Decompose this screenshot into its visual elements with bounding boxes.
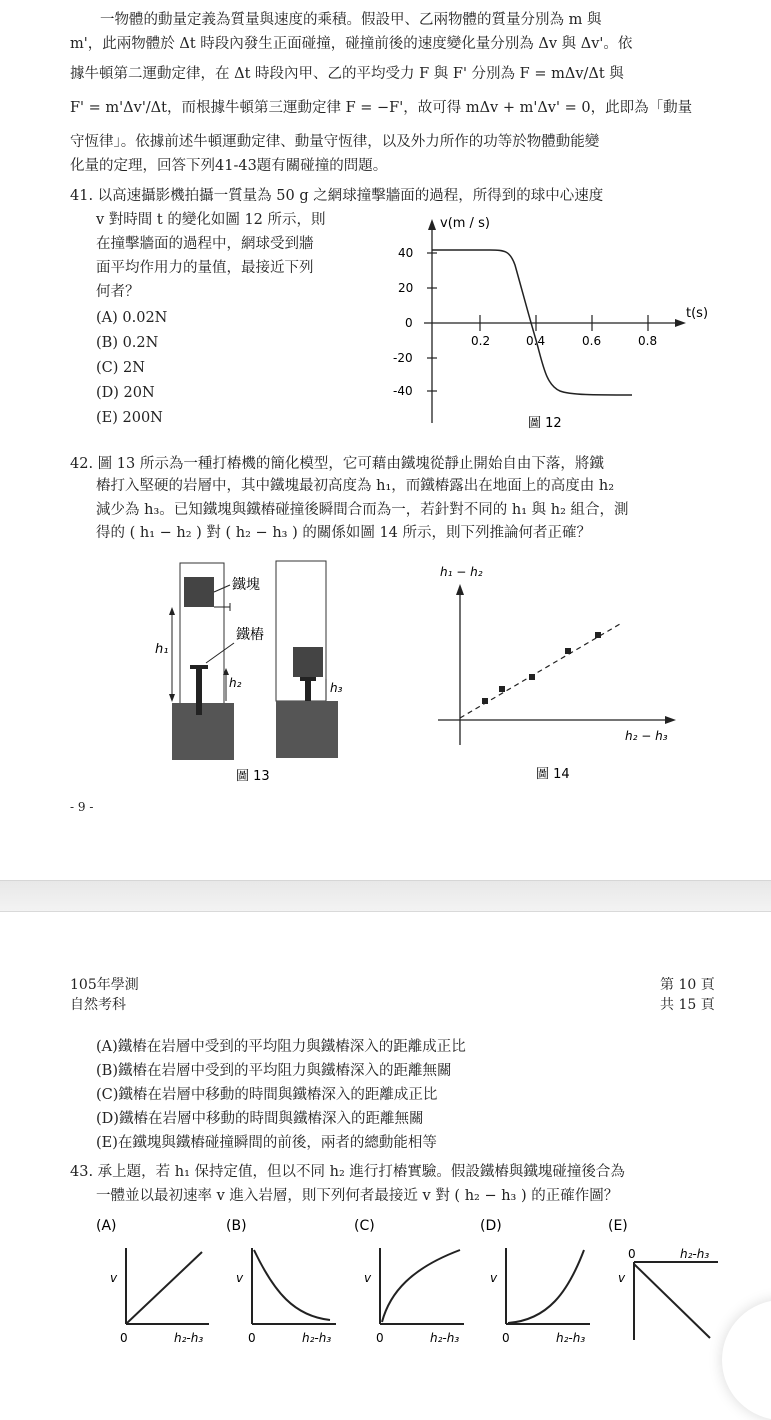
fig13-h2-label: h₂ (229, 676, 242, 690)
fig12-y-arrow (428, 219, 436, 230)
fig13-h1-label: h₁ (155, 642, 169, 657)
fig13-iron-block (184, 577, 214, 607)
page-indicator: 第 10 頁 (660, 977, 715, 993)
fig13-block-pointer (214, 585, 230, 592)
exam-subject: 自然考科 (70, 997, 126, 1013)
q42-option-c[interactable]: (C)鐵樁在岩層中移動的時間與鐵樁深入的距離成正比 (96, 1087, 438, 1103)
svg-text:v: v (618, 1271, 626, 1285)
svg-text:h₂-h₃: h₂-h₃ (556, 1331, 586, 1345)
svg-text:v: v (490, 1271, 498, 1285)
graph-option-label: (A) (96, 1218, 117, 1234)
fig14-data-point (595, 632, 601, 638)
intro-line-5: 守恆律」。依據前述牛頓運動定律、動量守恆律，以及外力所作的功等於物體動能變 (70, 134, 600, 150)
q41-option-a[interactable]: (A) 0.02N (96, 310, 168, 326)
graph-c-curve (382, 1250, 460, 1322)
header-left (70, 975, 139, 1015)
q41-stem-line: v 對時間 t 的變化如圖 12 所示，則 (96, 212, 326, 228)
intro-line-1: 一物體的動量定義為質量與速度的乘積。假設甲、乙兩物體的質量分別為 m 與 (100, 12, 602, 28)
q41-option-d[interactable]: (D) 20N (96, 385, 155, 401)
graph-e-curve (634, 1264, 710, 1338)
page-divider (0, 880, 771, 912)
fig12-ytick: -40 (393, 384, 413, 398)
svg-text:h₂-h₃: h₂-h₃ (680, 1247, 710, 1261)
q42-option-d[interactable]: (D)鐵樁在岩層中移動的時間與鐵樁深入的距離無關 (96, 1111, 424, 1127)
fig12-xlabel: t(s) (686, 306, 709, 321)
fig14-xlabel: h₂ − h₃ (625, 729, 668, 743)
figure-12 (380, 205, 730, 435)
svg-text:0: 0 (628, 1247, 636, 1261)
svg-text:h₂-h₃: h₂-h₃ (302, 1331, 332, 1345)
fig12-ytick: 0 (405, 316, 413, 330)
q43-graph-options (94, 1212, 754, 1362)
svg-text:(B): (B) (226, 1218, 247, 1234)
figure-13 (150, 555, 350, 785)
fig12-xtick: 0.2 (471, 334, 491, 348)
q42-option-e[interactable]: (E)在鐵塊與鐵樁碰撞瞬間的前後，兩者的總動能相等 (96, 1135, 437, 1151)
graph-option-b[interactable] (224, 1212, 349, 1352)
q42-option-b[interactable]: (B)鐵樁在岩層中受到的平均阻力與鐵樁深入的距離無關 (96, 1063, 452, 1079)
figure-14 (420, 560, 680, 785)
fig14-caption: 圖 14 (536, 767, 570, 782)
graph-d-curve (508, 1250, 584, 1323)
q41-stem-line: 面平均作用力的量值，最接近下列 (96, 260, 314, 276)
svg-text:0: 0 (502, 1331, 510, 1345)
page-number: - 9 - (70, 800, 94, 814)
svg-text:v: v (236, 1271, 244, 1285)
fig13-rock-right (276, 701, 338, 758)
svg-text:0: 0 (120, 1331, 128, 1345)
fig12-caption: 圖 12 (528, 416, 562, 431)
q42-option-a[interactable]: (A)鐵樁在岩層中受到的平均阻力與鐵樁深入的距離成正比 (96, 1039, 466, 1055)
fig12-ytick: 20 (398, 281, 414, 295)
graph-option-a[interactable] (94, 1212, 219, 1352)
graph-b-curve (254, 1250, 330, 1320)
fig13-rock-left (172, 703, 234, 760)
svg-text:h₂-h₃: h₂-h₃ (430, 1331, 460, 1345)
graph-option-c[interactable] (352, 1212, 477, 1352)
fig14-data-point (499, 686, 505, 692)
fig13-iron-block-landed (293, 647, 323, 677)
q42-line-2: 樁打入堅硬的岩層中，其中鐵塊最初高度為 h₁，而鐵樁露出在地面上的高度由 h₂ (96, 478, 615, 494)
fig13-pile-label: 鐵樁 (236, 627, 264, 643)
intro-line-3: 據牛頓第二運動定律，在 Δt 時段內甲、乙的平均受力 F 與 F' 分別為 F = mΔv/Δt 與 (70, 66, 624, 82)
fig13-h3-label: h₃ (330, 681, 343, 695)
fig13-caption: 圖 13 (236, 769, 270, 784)
intro-line-2: m'，此兩物體於 Δt 時段內發生正面碰撞，碰撞前後的速度變化量分別為 Δv 與 Δv'。依 (70, 36, 633, 52)
q41-option-e[interactable]: (E) 200N (96, 410, 163, 426)
fig12-ytick: 40 (398, 246, 414, 260)
fig13-block-label: 鐵塊 (232, 577, 260, 593)
fig12-x-arrow (675, 319, 686, 327)
intro-line-6: 化量的定理，回答下列41-43題有關碰撞的問題。 (70, 158, 388, 174)
q43-line-2: 一體並以最初速率 v 進入岩層，則下列何者最接近 v 對 ( h₂ − h₃ ) 的正確作圖？ (96, 1188, 619, 1204)
svg-text:v: v (110, 1271, 118, 1285)
q41-option-c[interactable]: (C) 2N (96, 360, 145, 376)
q42-line-4: 得的 ( h₁ − h₂ ) 對 ( h₂ − h₃ ) 的關係如圖 14 所示，則下列推論何者正確？ (96, 525, 592, 541)
fig13-pile-head (190, 665, 208, 669)
fig12-ylabel: v(m / s) (440, 216, 490, 231)
fig13-pile-pointer (206, 643, 234, 663)
fig12-xtick: 0.4 (526, 334, 546, 348)
q41-stem-line: 何者？ (96, 284, 140, 300)
graph-option-e[interactable] (606, 1212, 731, 1352)
graph-option-d[interactable] (478, 1212, 603, 1352)
exam-year: 105年學測 (70, 977, 139, 993)
fig12-xtick: 0.8 (638, 334, 658, 348)
q41-stem: 41. 以高速攝影機拍攝一質量為 50 g 之網球撞擊牆面的過程，所得到的球中心速度 (70, 188, 604, 204)
fig12-xtick: 0.6 (582, 334, 602, 348)
fig14-ylabel: h₁ − h₂ (440, 565, 483, 579)
svg-text:0: 0 (248, 1331, 256, 1345)
fig14-data-point (529, 674, 535, 680)
svg-text:(E): (E) (608, 1218, 628, 1234)
q41-option-b[interactable]: (B) 0.2N (96, 335, 159, 351)
page-total: 共 15 頁 (660, 997, 715, 1013)
q41-stem-line: 在撞擊牆面的過程中，網球受到牆 (96, 236, 314, 252)
graph-a-curve (126, 1252, 202, 1324)
q42-line-3: 減少為 h₃。已知鐵塊與鐵樁碰撞後瞬間合而為一，若針對不同的 h₁ 與 h₂ 組合，測 (96, 502, 629, 518)
svg-text:v: v (364, 1271, 372, 1285)
fig12-ytick: -20 (393, 351, 413, 365)
fig13-pile-shaft (196, 669, 202, 715)
fig14-data-point (565, 648, 571, 654)
svg-text:(D): (D) (480, 1218, 502, 1234)
svg-text:(C): (C) (354, 1218, 375, 1234)
q43-line-1: 43. 承上題，若 h₁ 保持定值，但以不同 h₂ 進行打樁實驗。假設鐵樁與鐵塊碰撞後合為 (70, 1164, 625, 1180)
svg-text:h₂-h₃: h₂-h₃ (174, 1331, 204, 1345)
intro-line-4: F' = m'Δv'/Δt，而根據牛頓第三運動定律 F = −F'，故可得 mΔv + m'Δv' = 0，此即為「動量 (70, 100, 693, 116)
svg-text:0: 0 (376, 1331, 384, 1345)
q42-line-1: 42. 圖 13 所示為一種打樁機的簡化模型，它可藉由鐵塊從靜止開始自由下落，將鐵 (70, 456, 604, 472)
fig14-data-point (482, 698, 488, 704)
header-right (660, 975, 715, 1015)
